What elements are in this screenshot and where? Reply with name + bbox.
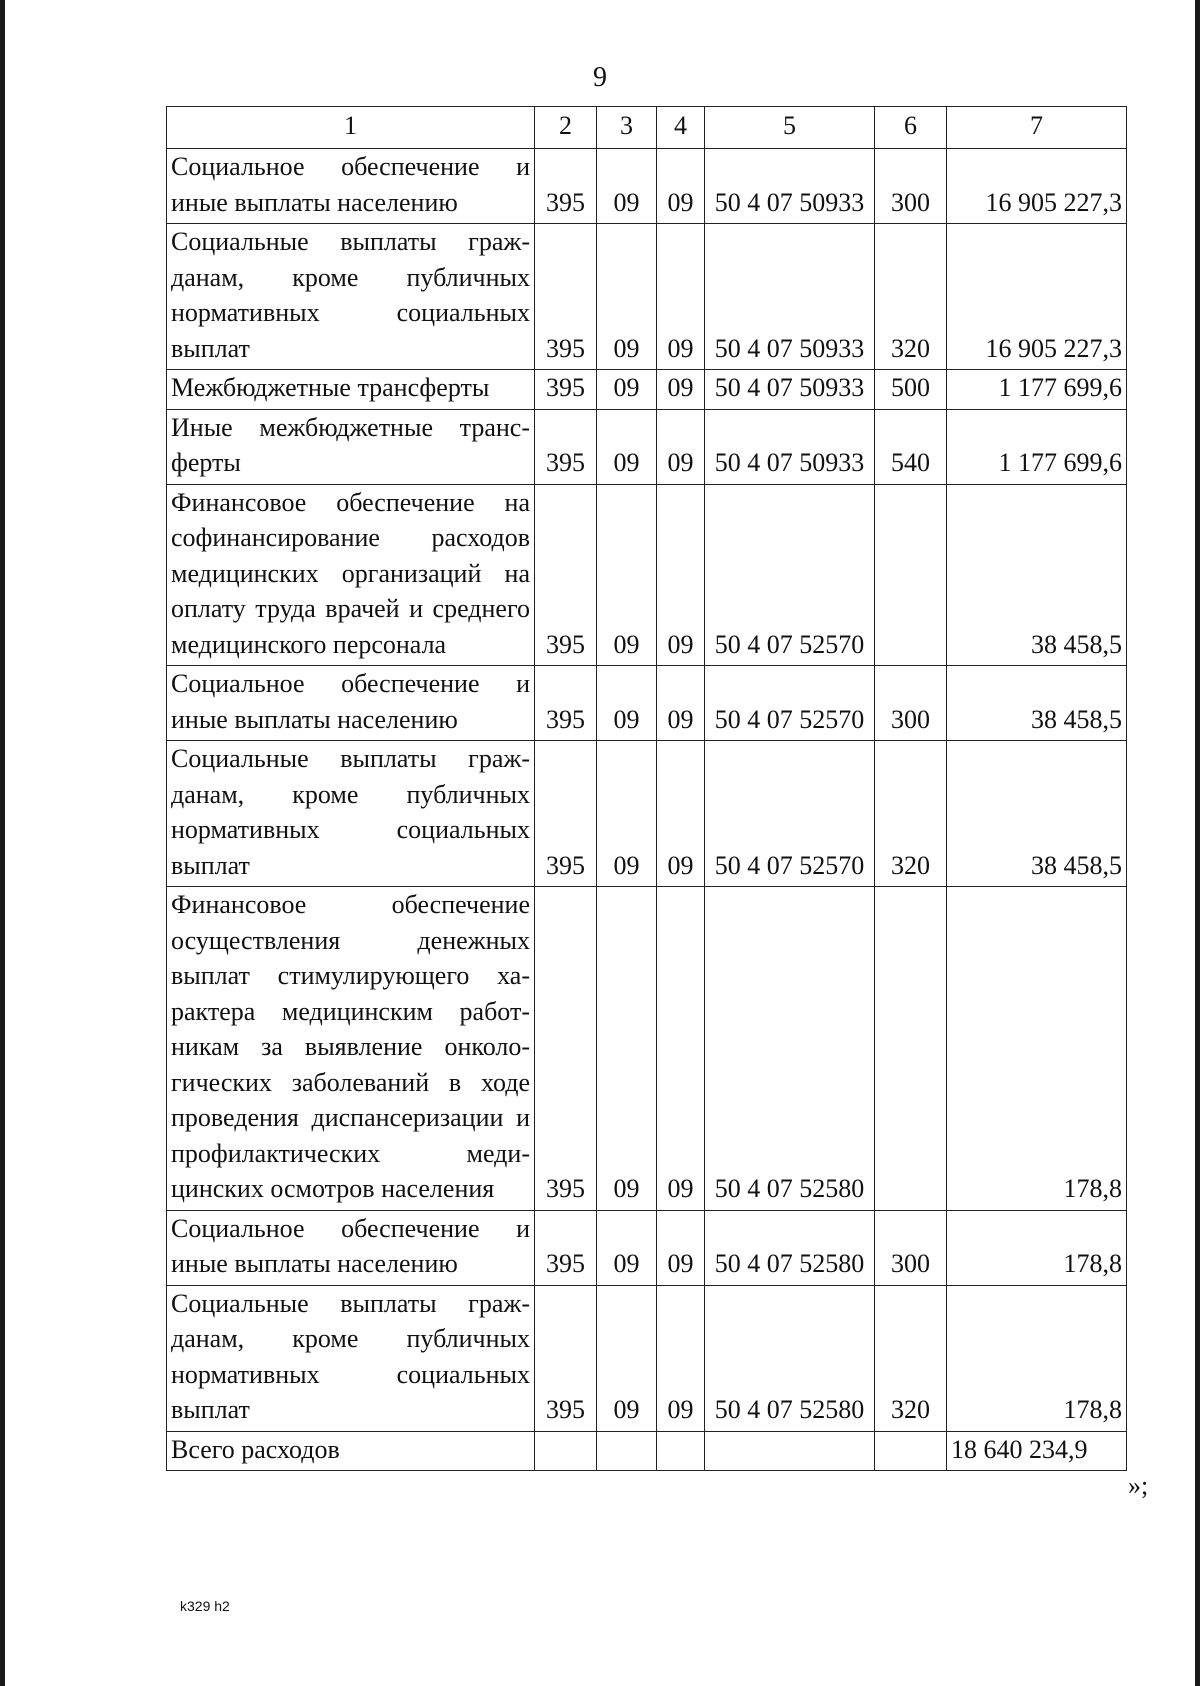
amount: 178,8	[947, 1285, 1127, 1431]
section-code: 09	[597, 370, 657, 410]
section-code: 09	[597, 224, 657, 370]
expense-name: Социальное обеспечение и иные выплаты населению	[167, 1210, 535, 1285]
amount: 38 458,5	[947, 741, 1127, 887]
amount: 38 458,5	[947, 666, 1127, 741]
subsection-code: 09	[657, 1285, 705, 1431]
column-header: 7	[947, 107, 1127, 149]
target-article-code: 50 4 07 50933	[705, 224, 875, 370]
total-amount: 18 640 234,9	[947, 1431, 1127, 1471]
table-row	[167, 666, 1127, 741]
target-article-code: 50 4 07 52570	[705, 741, 875, 887]
expense-name: Финансовое обеспечение осуществления денежных выплат стимулирующего характера медицинским работникам за выявление онкологических заболеваний в ходе проведения диспансеризации и профилактических медицинских осмотров населения	[167, 887, 535, 1211]
expense-name: Социальные выплаты гражданам, кроме публичных нормативных социальных выплат	[167, 224, 535, 370]
subsection-code: 09	[657, 887, 705, 1211]
section-code: 09	[597, 887, 657, 1211]
subsection-code: 09	[657, 741, 705, 887]
amount: 16 905 227,3	[947, 224, 1127, 370]
budget-table	[166, 106, 1127, 1471]
table-row	[167, 741, 1127, 887]
column-header: 5	[705, 107, 875, 149]
ministry-code: 395	[535, 741, 597, 887]
table-row	[167, 887, 1127, 1211]
amount: 38 458,5	[947, 484, 1127, 666]
target-article-code: 50 4 07 52580	[705, 1285, 875, 1431]
amount: 178,8	[947, 887, 1127, 1211]
ministry-code: 395	[535, 666, 597, 741]
subsection-code: 09	[657, 149, 705, 224]
table-row	[167, 1285, 1127, 1431]
expense-name: Межбюджетные трансферты	[167, 370, 535, 410]
amount: 178,8	[947, 1210, 1127, 1285]
expense-name: Социальное обеспечение и иные выплаты населению	[167, 149, 535, 224]
target-article-code: 50 4 07 50933	[705, 149, 875, 224]
amount: 1 177 699,6	[947, 409, 1127, 484]
subsection-code: 09	[657, 409, 705, 484]
target-article-code: 50 4 07 52570	[705, 666, 875, 741]
empty-cell	[535, 1431, 597, 1471]
expense-type-code: 300	[875, 149, 947, 224]
target-article-code: 50 4 07 52580	[705, 887, 875, 1211]
section-code: 09	[597, 484, 657, 666]
scan-edge-right	[1195, 0, 1200, 1686]
subsection-code: 09	[657, 1210, 705, 1285]
footer-document-code: k329 h2	[180, 1598, 230, 1614]
column-header: 6	[875, 107, 947, 149]
ministry-code: 395	[535, 224, 597, 370]
column-header: 4	[657, 107, 705, 149]
empty-cell	[875, 1431, 947, 1471]
table-header-row	[167, 107, 1127, 149]
expense-name: Финансовое обеспечение на софинансирование расходов медицинских организаций на оплату труда врачей и среднего медицинского персонала	[167, 484, 535, 666]
expense-type-code: 300	[875, 1210, 947, 1285]
closing-quote-mark: »;	[1128, 1471, 1149, 1500]
expense-name: Социальные выплаты гражданам, кроме публичных нормативных социальных выплат	[167, 741, 535, 887]
column-header: 3	[597, 107, 657, 149]
table-row	[167, 149, 1127, 224]
expense-type-code: 320	[875, 224, 947, 370]
target-article-code: 50 4 07 50933	[705, 370, 875, 410]
empty-cell	[597, 1431, 657, 1471]
expense-type-code: 500	[875, 370, 947, 410]
expense-type-code	[875, 887, 947, 1211]
empty-cell	[657, 1431, 705, 1471]
scan-edge-left	[0, 0, 5, 1686]
section-code: 09	[597, 1210, 657, 1285]
ministry-code: 395	[535, 887, 597, 1211]
expense-name: Иные межбюджетные трансферты	[167, 409, 535, 484]
amount: 1 177 699,6	[947, 370, 1127, 410]
page-number: 9	[593, 62, 607, 93]
expense-type-code: 540	[875, 409, 947, 484]
target-article-code: 50 4 07 52580	[705, 1210, 875, 1285]
ministry-code: 395	[535, 1285, 597, 1431]
section-code: 09	[597, 1285, 657, 1431]
ministry-code: 395	[535, 484, 597, 666]
ministry-code: 395	[535, 409, 597, 484]
subsection-code: 09	[657, 484, 705, 666]
ministry-code: 395	[535, 370, 597, 410]
column-header: 1	[167, 107, 535, 149]
table-row	[167, 1210, 1127, 1285]
table-row	[167, 370, 1127, 410]
table-row	[167, 484, 1127, 666]
section-code: 09	[597, 741, 657, 887]
subsection-code: 09	[657, 666, 705, 741]
subsection-code: 09	[657, 370, 705, 410]
section-code: 09	[597, 149, 657, 224]
table-total-row	[167, 1431, 1127, 1471]
subsection-code: 09	[657, 224, 705, 370]
target-article-code: 50 4 07 52570	[705, 484, 875, 666]
expense-type-code: 320	[875, 1285, 947, 1431]
ministry-code: 395	[535, 149, 597, 224]
empty-cell	[705, 1431, 875, 1471]
expense-type-code	[875, 484, 947, 666]
section-code: 09	[597, 666, 657, 741]
ministry-code: 395	[535, 1210, 597, 1285]
table-row	[167, 224, 1127, 370]
table-row	[167, 409, 1127, 484]
target-article-code: 50 4 07 50933	[705, 409, 875, 484]
expense-type-code: 300	[875, 666, 947, 741]
expense-name: Социальные выплаты гражданам, кроме публичных нормативных социальных выплат	[167, 1285, 535, 1431]
total-label: Всего расходов	[167, 1431, 535, 1471]
amount: 16 905 227,3	[947, 149, 1127, 224]
expense-name: Социальное обеспечение и иные выплаты населению	[167, 666, 535, 741]
expense-type-code: 320	[875, 741, 947, 887]
column-header: 2	[535, 107, 597, 149]
section-code: 09	[597, 409, 657, 484]
